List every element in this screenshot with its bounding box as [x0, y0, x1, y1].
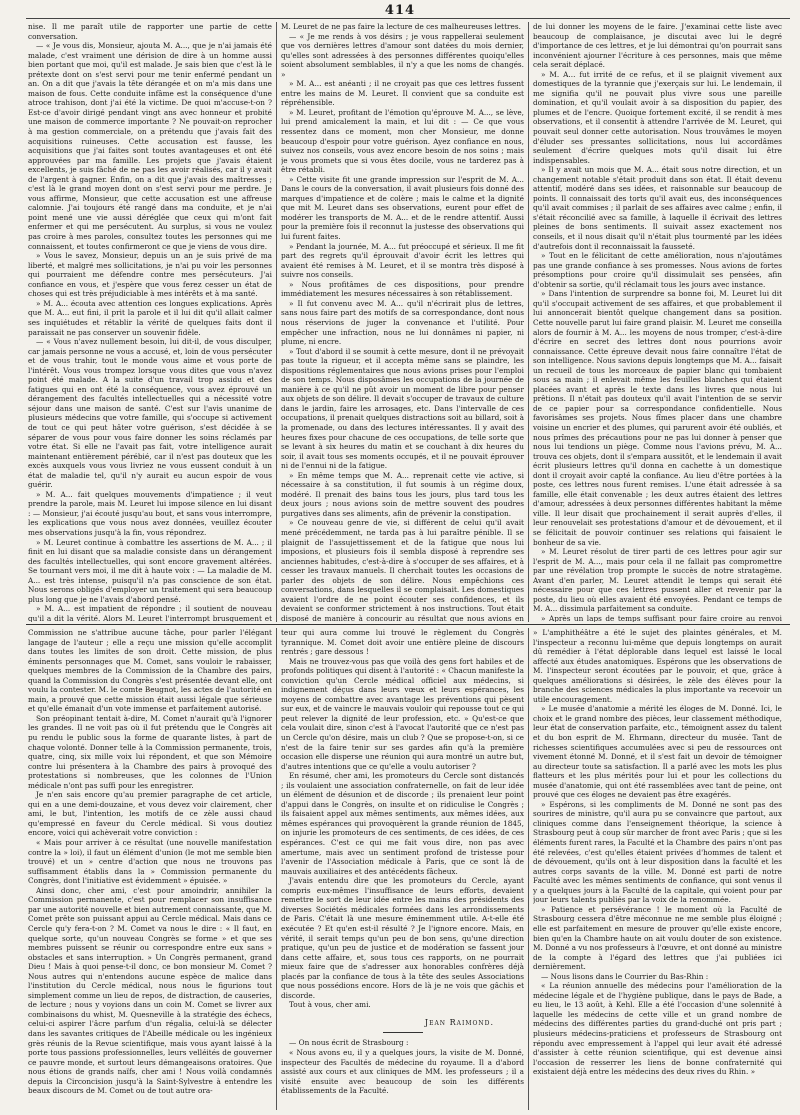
paragraph: En résumé, cher ami, les promoteurs du Cercle sont distancés ; ils voulaient une association confraternelle, on fait de leur idée un élément de désunion et de discorde ; ils prenaient leur point d'appui dans le Congrès, on insulte et on ridiculise le Congrès ; ils faisaient appel aux mêmes sentiments, aux mêmes idées, aux mêmes espérances qui provoquèrent la grande réunion de 1845, on injurie les promoteurs de ces sentiments, de ces idées, de ces espérances. C'est ce qui me fait vous dire, non pas avec amertume, mais avec un sentiment profond de tristesse pour l'avenir de l'Association médicale à Paris, que ce sont là de mauvais auxiliaires et des antécédents fâcheux. [281, 771, 524, 876]
paragraph: » Nous profitâmes de ces dispositions, pour prendre immédiatement les mesures nécessaires à son rétablissement. [281, 279, 524, 299]
paragraph: Commission ne s'attribue aucune tâche, pour parler l'élégant langage de l'auteur ; elle a reçu une mission qu'elle accomplit dans toutes les limites de son droit. Cette mission, de plus éminents personnages que M. Comet, sans vouloir le rabaisser, quelques membres de la Commission de la Chambre des pairs, quand la Commission du Congrès s'est présentée devant elle, ont voulu la contester. M. le comte Beugnot, les actes de l'autorité en main, a prouvé que cette mission était aussi légale que sérieuse et qu'elle émanait d'un vote immense et parfaitement autorisé. [28, 628, 272, 714]
paragraph: « Mais pour arriver à ce résultat (une nouvelle manifestation contre la » loi), il faut un élément d'union (le mot me semble bien trouvé) et un » centre d'action que nous ne trouvons pas suffisamment établis dans la » Commission permanente du Congrès, dont l'initiative est évidemment » épuisée. » [28, 838, 272, 886]
paragraph: « La réunion annuelle des médecins pour l'amélioration de la médecine légale et de l'hygiène publique, dans le pays de Bade, a eu lieu, le 13 août, à Kehl. Elle a été l'occasion d'une solennité à laquelle les médecins de cette ville et un grand nombre de médecins des différentes parties du grand-duché ont pris part ; plusieurs médecins-praticiens et professeurs de Strasbourg ont répondu avec empressement à l'appel qui leur avait été adressé d'assister à cette réunion scientifique, qui est devenue ainsi l'occasion de resserrer les liens de bonne confraternité qui existaient déjà entre les médecins des deux rives du Rhin. » [533, 981, 782, 1077]
column-bottom-2 [281, 628, 524, 1110]
paragraph: M. Leuret de ne pas faire la lecture de ces malheureuses lettres. [281, 22, 521, 31]
paragraph: — « Je vous dis, Monsieur, ajouta M. A..., que je n'ai jamais été malade, c'est vraiment une dérision de dire à un homme aussi bien portant que moi, qu'il est malade. Je sais bien que c'est là le prétexte dont on s'est servi pour me tenir enfermé pendant un an. On a dit que j'avais la tête dérangée et on m'a mis dans une maison de fous. Cette conduite infâme est la conséquence d'une atroce trahison, dont j'ai été la victime. De quoi m'accuse-t-on ? Est-ce d'avoir dirigé pendant vingt ans avec honneur et probité une maison de commerce importante ? Ne pouvait-on reprocher à ma gestion commerciale, on a prétendu que j'avais fait des acquisitions ruineuses. Cette accusation est fausse, les acquisitions que j'ai faites sont toutes avantageuses et ont été approuvées par ma famille. Les projets que j'avais étaient excellents, je suis fâché de ne pas les avoir réalisés, car il y avait de l'argent à gagner. Enfin, on a dit que j'avais des maîtresses ; c'est là le grand moyen dont on s'est servi pour me perdre. Je vous affirme, Monsieur, que cette accusation est une affreuse calomnie. J'ai toujours été rangé dans ma conduite, et je n'ai point mené une vie aussi déréglée que ceux qui m'ont fait enfermer et qui me persécutent. Au surplus, si vous ne voulez pas croire à mes paroles, consultez toutes les personnes qui me connaissent, et toutes confirmeront ce que je viens de vous dire. [28, 41, 272, 251]
paragraph: Son préopinant tentait à-dire, M. Comet n'aurait qu'à l'ignorer les grandes. Il ne voit pas où il fut prétendu que le Congrès ait pu rendu le public sous la forme de quarante listes, à part de chaque volonté. Donner telle à la Commission permanente, trois, quatre, cinq, six mille voix lui répondent, et que son Mémoire contre lui présentera à la Chambre des pairs à provoqué des protestations si nombreuses, que les colonnes de l'Union médicale n'ont pas suffi pour les enregistrer. [28, 713, 272, 790]
author-signature: Jean Raimond. [424, 1017, 494, 1027]
paragraph: — On nous écrit de Strasbourg : [289, 1038, 409, 1048]
column-top-2 [281, 22, 524, 622]
paragraph: » Espérons, si les compliments de M. Donné ne sont pas des sourires de ministre, qu'il aura pu se convaincre que partout, aux cliniques comme dans l'enseignement théorique, la science à Strasbourg peut à coup sûr marcher de front avec Paris ; que si les éléments furent rares, la Faculté et la Chambre des pairs n'ont pas été relevées, c'est qu'elles étaient privées d'hommes de talent et de dévouement, qu'ils ont à leur disposition dans la faculté et les autres corps savants de la ville. M. Donné est parti de notre Faculté avec les mêmes sentiments de confiance, qui sont venus il y a quelques jours à la Faculté de la capitale, qui voient pour par jour leurs talents publiés par la voix de la renommée. [533, 799, 782, 905]
paragraph: » Après un laps de temps suffisant pour faire croire au renvoi [541, 613, 782, 622]
paragraph: » M. Leuret résolut de tirer parti de ces lettres pour agir sur l'esprit de M. A..., mais pour cela il ne fallait pas compromettre par une révélation trop prompte le succès de notre stratagème. Avant d'en parler, M. Leuret attendit le temps qui serait été nécessaire pour que ces lettres pussent aller et revenir par la poste, du lieu où elles avaient été envoyées. Pendant ce temps de M. A... dissimula parfaitement sa conduite. [533, 547, 782, 614]
paragraph: » Il fut convenu avec M. A... qu'il n'écrirait plus de lettres, sans nous faire part des motifs de sa correspondance, dont nous nous réservions de juger la convenance et l'utilité. Pour empêcher une infraction, nous ne lui donnâmes ni papier, ni plume, ni encre. [281, 298, 524, 347]
paragraph: — « Je me rends à vos désirs ; je vous rappellerai seulement que vos dernières lettres d'amour sont datées du mois dernier, qu'elles sont adressées à des personnes différentes quoiqu'elles soient absolument semblables, il n'y a que les noms de changés. » [281, 31, 524, 79]
paragraph: » M. Leuret, profitant de l'émotion qu'éprouve M. A..., se lève, lui prend amicalement la main, et lui dit : — Ce que vous ressentez dans ce moment, mon cher Monsieur, me donne beaucoup d'espoir pour votre guérison. Ayez confiance en nous, suivez nos conseils, vous avez encore besoin de nos soins ; mais je vous promets que si vous êtes docile, vous ne tarderez pas à être rétabli. [281, 107, 524, 175]
column-top-3 [533, 22, 782, 622]
paragraph: « Nous avons eu, il y a quelques jours, la visite de M. Donné, inspecteur des Facultés de médecine du royaume. Il a d'abord assisté aux cours et aux cliniques de MM. les professeurs ; il a visité ensuite avec beaucoup de soin les différents établissements de la Faculté. [281, 1047, 524, 1096]
paragraph: Je n'en sais encore qu'au premier paragraphe de cet article, qui en a une demi-douzaine, et vous devez voir clairement, cher ami, le but, l'intention, les motifs de ce zèle aussi chaud qu'empressé en faveur du Cercle médical. Si vous doutiez encore, voici qui achèverait votre conviction : [28, 790, 272, 838]
column-divider [528, 628, 529, 1110]
paragraph: Mais ne trouvez-vous pas que voilà des gens fort habiles et de profonds politiques qui disent à l'autorité : « Chacun manifeste la conviction qu'un Cercle médical officiel aux médecins, si indignement déçus dans leurs vœux et leurs espérances, les moyens de combattre avec avantage les préventions qui pèsent sur eux, et de vaincre le mauvais vouloir qui repousse tout ce qui peut relever la dignité de leur profession, etc. » Qu'est-ce que cela voulait dire, sinon c'est à l'avocat l'autorité que ce n'est pas un Cercle qu'on désire, mais un club ? Que se propose-t-on, si ce n'est de la faire tenir sur ses gardes afin qu'à la première occasion elle disperse une réunion qui aura montré un autre but, d'autres intentions que ce qu'elle a voulu autoriser ? [281, 656, 524, 771]
paragraph: » L'amphithéâtre a été le sujet des plaintes générales, et M. l'inspecteur a reconnu lui-même que depuis longtemps on aurait dû remédier à l'état déplorable dans lequel est laissé le local affecté aux études anatomiques. Espérons que les observations de M. l'inspecteur seront écoutées par le pouvoir, et que, grâce à quelques améliorations si désirées, le zèle des élèves pour la branche des sciences médicales la plus importante va recevoir un utile encouragement. [533, 628, 782, 704]
strasbourg-news-item [281, 1038, 524, 1095]
header-rule [26, 18, 790, 19]
short-divider [383, 1032, 423, 1033]
paragraph: » Vous le savez, Monsieur, depuis un an je suis privé de ma liberté, et malgré mes sollicitations, je n'ai pu voir les personnes qui pourraient me défendre contre mes persécuteurs. J'ai confiance en vous, et j'espère que vous ferez cesser un état de choses qui est très préjudiciable à mes intérêts et à ma santé. [28, 251, 272, 299]
paragraph: — Nous lisons dans le Courrier du Bas-Rhin : [541, 971, 709, 981]
paragraph: » En même temps que M. A... reprenait cette vie active, si nécessaire à sa constitution, il fut soumis à un régime doux, modéré. Il prenait des bains tous les jours, plus tard tous les deux jours ; nous avions soin de mettre souvent des poudres purgatives dans ses aliments, afin de prévenir la constipation. [281, 470, 524, 518]
paragraph: » Dans l'intention de surprendre sa bonne foi, M. Leuret lui dit qu'il s'occupait activement de ses affaires, et que probablement il lui annoncerait bientôt quelque changement dans sa position. Cette nouvelle parut lui faire grand plaisir. M. Leuret me conseilla alors de fournir à M. A... les moyens de nous tromper, c'est-à-dire d'écrire en secret des lettres dont nous pourrions avoir connaissance. Cette épreuve devait nous faire connaître l'état de son intelligence. Nous savions depuis longtemps que M. A... faisait un recueil de tous les morceaux de papier blanc qui tombaient sous sa main ; il enlevait même les feuilles blanches qui étaient placées avant et après le texte dans les livres que nous lui prêtions. Il n'était pas douteux qu'il avait l'intention de se servir de ce papier pour sa correspondance confidentielle. Nous favorisâmes ses projets. Nous fîmes placer dans une chambre voisine un encrier et des plumes, qui parurent avoir été oubliés, et nous prîmes des précautions pour ne pas lui donner à penser que nous lui tendions un piège. Comme nous l'avions prévu, M. A... trouva ces objets, dont il s'empara aussitôt, et le lendemain il avait écrit plusieurs lettres qu'il donna en cachette à un domestique dont il croyait avoir capté la confiance. Au lieu d'être portées à la poste, ces lettres nous furent remises. L'une était adressée à sa famille, elle était convenable ; les deux autres étaient des lettres d'amour, adressées à deux personnes différentes habitant la même ville. Il leur disait que prochainement il serait auprès d'elles, il leur renouvelait ses protestations d'amour et de dévouement, et il se félicitait de pouvoir continuer ses relations qui faisaient le bonheur de sa vie. [533, 289, 782, 547]
paragraph: » M. Leuret continue à combattre les assertions de M. A... ; il finit en lui disant que sa maladie consiste dans un dérangement des facultés intellectuelles, qui sont encore gravement altérées. Se tournant vers moi, il me dit à haute voix : — La maladie de M. A... est très intense, puisqu'il n'a pas conscience de son état. Nous serons obligés d'employer un traitement qui sera beaucoup plus long que je ne l'avais d'abord pensé. [28, 537, 272, 604]
paragraph: » M. A... écouta avec attention ces longues explications. Après que M. A... eut fini, il prit la parole et il lui dit qu'il allait calmer ses inquiétudes et rétablir la vérité de quelques faits dont il paraissait ne pas conserver un souvenir fidèle. [28, 298, 272, 337]
paragraph: » M. A... est anéanti ; il ne croyait pas que ces lettres fussent entre les mains de M. Leuret. Il convient que sa conduite est répréhensible. [281, 79, 524, 108]
paragraph: » M. A... est impatient de répondre ; il soutient de nouveau qu'il a dit la vérité. Alors M. Leuret l'interrompt brusquement et [28, 604, 272, 622]
paragraph: » Tout d'abord il se soumit à cette mesure, dont il ne prévoyait pas toute la rigueur, et il accepta même sans se plaindre, les dispositions réglementaires que nous avions prises pour l'emploi de son temps. Nous disposâmes les occupations de la journée de manière à ce qu'il ne pût avoir un moment de libre pour penser aux objets de son délire. Il devait s'occuper de travaux de culture dans le jardin, faire les arrosages, etc. Dans l'intervalle de ces occupations, il prenait quelques distractions soit au billard, soit à la promenade, ou dans des lectures intéressantes. Il y avait des heures fixes pour chacune de ces occupations, de telle sorte que se levant à six heures du matin et se couchant à dix heures du soir, il avait tous ses moments occupés, et il ne pouvait éprouver ni de l'ennui ni de la fatigue. [281, 346, 524, 471]
paragraph: de lui donner les moyens de le faire. J'examinai cette liste avec beaucoup de complaisance, je discutai avec lui le degré d'importance de ces lettres, et je lui démontrai qu'on pourrait sans inconvénient ajourner l'écriture à ces personnes, mais que même cela serait déplacé. [533, 22, 782, 70]
paragraph: » M. A... fut irrité de ce refus, et il se plaignit vivement aux domestiques de la tyrannie que j'exerçais sur lui. Le lendemain, il me signifia qu'il ne pouvait plus vivre sous une pareille domination, et qu'il voulait avoir à sa disposition du papier, des plumes et de l'encre. Quoique fortement excité, il se rendit à mes observations, et il consentit à attendre l'arrivée de M. Leuret, qui pouvait seul donner cette autorisation. Nous trouvâmes le moyen d'éluder ses pressantes sollicitations, nous lui accordâmes seulement d'écrire quelques mots qu'il disait lui être indispensables. [533, 69, 782, 165]
column-bottom-1 [28, 628, 272, 1110]
section-divider [26, 624, 790, 625]
column-bottom-2-body [281, 628, 524, 1010]
paragraph: Ainsi donc, cher ami, c'est pour amoindrir, annihiler la Commission permanente, c'est pour remplacer son insuffisance par une autorité nouvelle et bien autrement connaissante, que M. Comet prête son puissant appui au Cercle médical. Mais dans ce Cercle qu'y fera-t-on ? M. Comet va nous le dire : « Il faut, en quelque sorte, qu'un nouveau Congrès se forme » et que ses membres puissent se réunir ou correspondre entre eux sans » obstacles et sans interruption. » Un Congrès permanent, grand Dieu ! Mais à quoi pense-t-il donc, ce bon monsieur M. Comet ? Nous autres qui n'entendons aucune espèce de malice dans l'institution du Cercle médical, nous nous le figurions tout simplement comme un lieu de repos, de distraction, de causeries, de lecture ; nous y voyions dans un coin M. Comet se livrer aux combinaisons du whist, M. Quesneville à la stratégie des échecs, celui-ci aspirer l'âcre parfum d'un régalia, celui-là se délecter dans les savantes critiques de l'Abeille médicale ou les ingénieux grès réunis de la Revue scientifique, mais vous ayant laissé à la porte tous passions professionnelles, leurs velléités de gouverner ce pauvre monde, et surtout leurs démangeaisons oratoires. Que nous étions de grands naïfs, cher ami ! Nous voilà condamnés depuis la Circoncision jusqu'à la Saint-Sylvestre à entendre les beaux discours de M. Comet ou de tout autre ora- [28, 885, 272, 1096]
paragraph: » Il y avait un mois que M. A... était sous notre direction, et un changement notable s'était produit dans son état. Il était devenu attentif, modéré dans ses idées, et raisonnable sur beaucoup de points. Il connaissait des torts qu'il avait eus, des inconséquences qu'il avait commises ; il parlait de ses affaires avec calme ; enfin, il s'était réconcilié avec sa famille, à laquelle il écrivait des lettres pleines de bons sentiments. Il suivait assez exactement nos conseils, et il nous disait qu'il n'était plus tourmenté par les idées d'autrefois dont il reconnaissait la fausseté. [533, 165, 782, 251]
paragraph: » Pendant la journée, M. A... fut préoccupé et sérieux. Il me fit part des regrets qu'il éprouvait d'avoir écrit les lettres qui avaient été remises à M. Leuret, et il se montra très disposé à suivre nos conseils. [281, 241, 524, 280]
paragraph: » Ce nouveau genre de vie, si différent de celui qu'il avait mené précédemment, ne tarda pas à lui paraître pénible. Il se plaignit de l'assujettissement et de la fatigue que nous lui imposions, et plusieurs fois il sembla disposé à reprendre ses anciennes habitudes, c'est-à-dire à s'occuper de ses affaires, et à cesser les travaux manuels. Il cherchait toutes les occasions de parler des objets de son délire. Nous empêchions ces conversations, dans lesquelles il se complaisait. Les domestiques avaient l'ordre de ne point écouter ses confidences, et ils devaient se conformer strictement à nos instructions. Tout était disposé de manière à concourir au résultat que nous avions en [281, 518, 524, 622]
column-bottom-3 [533, 628, 782, 1110]
paragraph: » M. A... fait quelques mouvements d'impatience ; il veut prendre la parole, mais M. Leuret lui impose silence en lui disant : — Monsieur, j'ai écouté jusqu'au bout, et sans vous interrompre, les explications que vous nous avez données, veuillez écouter mes observations jusqu'à la fin, vous répondrez. [28, 489, 272, 537]
column-divider [276, 628, 277, 1110]
paragraph: » Cette visite fit une grande impression sur l'esprit de M. A... Dans le cours de la conversation, il avait plusieurs fois donné des marques d'impatience et de colère ; mais le calme et la dignité que mit M. Leuret dans ses observations, eurent pour effet de modérer les transports de M. A... et de le rendre attentif. Aussi pour la première fois il reconnut la justesse des observations qui lui furent faites. [281, 174, 524, 242]
paragraph: nise. Il me paraît utile de rapporter une partie de cette conversation. [28, 22, 272, 41]
paragraph: » Tout en le félicitant de cette amélioration, nous n'ajoutâmes pas une grande confiance à ses promesses. Nous avions de fortes présomptions pour croire qu'il dissimulait ses pensées, afin d'obtenir sa sortie, qu'il réclamait tous les jours avec instance. [533, 251, 782, 289]
column-divider [276, 22, 277, 622]
paragraph: Tout à vous, cher ami. [289, 1000, 371, 1010]
page-number: 414 [384, 3, 416, 18]
paragraph: teur qui aura comme lui trouvé le règlement du Congrès tyrannique. M. Comet doit avoir une entière pleine de discours rentrés ; gare dessous ! [281, 628, 524, 657]
paragraph: J'avais entendu dire que les promoteurs du Cercle, ayant compris eux-mêmes l'insuffisance de leurs efforts, devaient remettre le sort de leur idée entre les mains des présidents des diverses Sociétés médicales formées dans les arrondissements de Paris. C'était là une mesure éminemment utile. A-t-elle été exécutée ? Et qu'en est-il résulté ? Je l'ignore encore. Mais, en vérité, il serait temps qu'un peu de bon sens, qu'une direction pratique, qu'un peu de justice et de modération se fassent jour dans cette affaire, et, sous tous ces rapports, on ne pourrait mieux faire que de s'adresser aux honorables confrères déjà placés par la confiance de tous à la tête des seules Associations que nous possédions encore. Hors de là je ne vois que gâchis et discorde. [281, 876, 524, 1000]
paragraph: — « Vous n'avez nullement besoin, lui dit-il, de vous disculper, car jamais personne ne vous a accusé, et, loin de vous persécuter et de vous trahir, tout le monde vous aime et vous porte de l'intérêt. Vous vous trompez lorsque vous dites que vous n'avez point été malade. A la suite d'un travail trop assidu et des fatigues qui en ont été la conséquence, vous avez éprouvé un dérangement des facultés intellectuelles qui a nécessité votre séjour dans une maison de santé. C'est sur l'avis unanime de plusieurs médecins que votre famille, qui s'occupe si activement de tout ce qui peut hâter votre guérison, s'est décidée à se séparer de vous pour vous faire donner les soins réclamés par votre état. Si elle ne l'avait pas fait, votre intelligence aurait maintenant entièrement pérébié, car il n'est pas douteux que les excès auxquels vous vous livriez ne vous eussent conduit à un état de maladie tel, qu'il n'y aurait eu aucun espoir de vous guérir. [28, 337, 272, 490]
paragraph: » Le musée d'anatomie a mérité les éloges de M. Donné. Ici, le choix et le grand nombre des pièces, leur classement méthodique, leur état de conservation parfaite, etc., témoignent assez du talent et du bon esprit de M. Ehrmann, directeur du musée. Tant de richesses scientifiques accumulées avec si peu de ressources ont vivement étonné M. Donné, et il s'est fait un devoir de témoigner au directeur toute sa satisfaction. Il a parlé avec les mots les plus flatteurs et les plus mérités pour lui et pour les collections du musée d'anatomie, qui ont été rassemblées avec tant de peine, ont prouvé que ces éloges ne devaient pas être exagérés. [533, 704, 782, 800]
column-divider [528, 22, 529, 622]
paragraph: » Patience et persévérance ! le moment où la Faculté de Strasbourg cessera d'être méconnue ne me semble plus éloigné ; elle est parfaitement en mesure de prouver qu'elle existe encore, bien qu'en la Chambre haute on ait voulu douter de son existence. M. Donné a vu nos professeurs à l'œuvre, et ont donné au ministre de la compte à l'égard des lettres que j'ai publiées ici dernièrement. [533, 904, 782, 972]
column-top-1 [28, 22, 272, 622]
